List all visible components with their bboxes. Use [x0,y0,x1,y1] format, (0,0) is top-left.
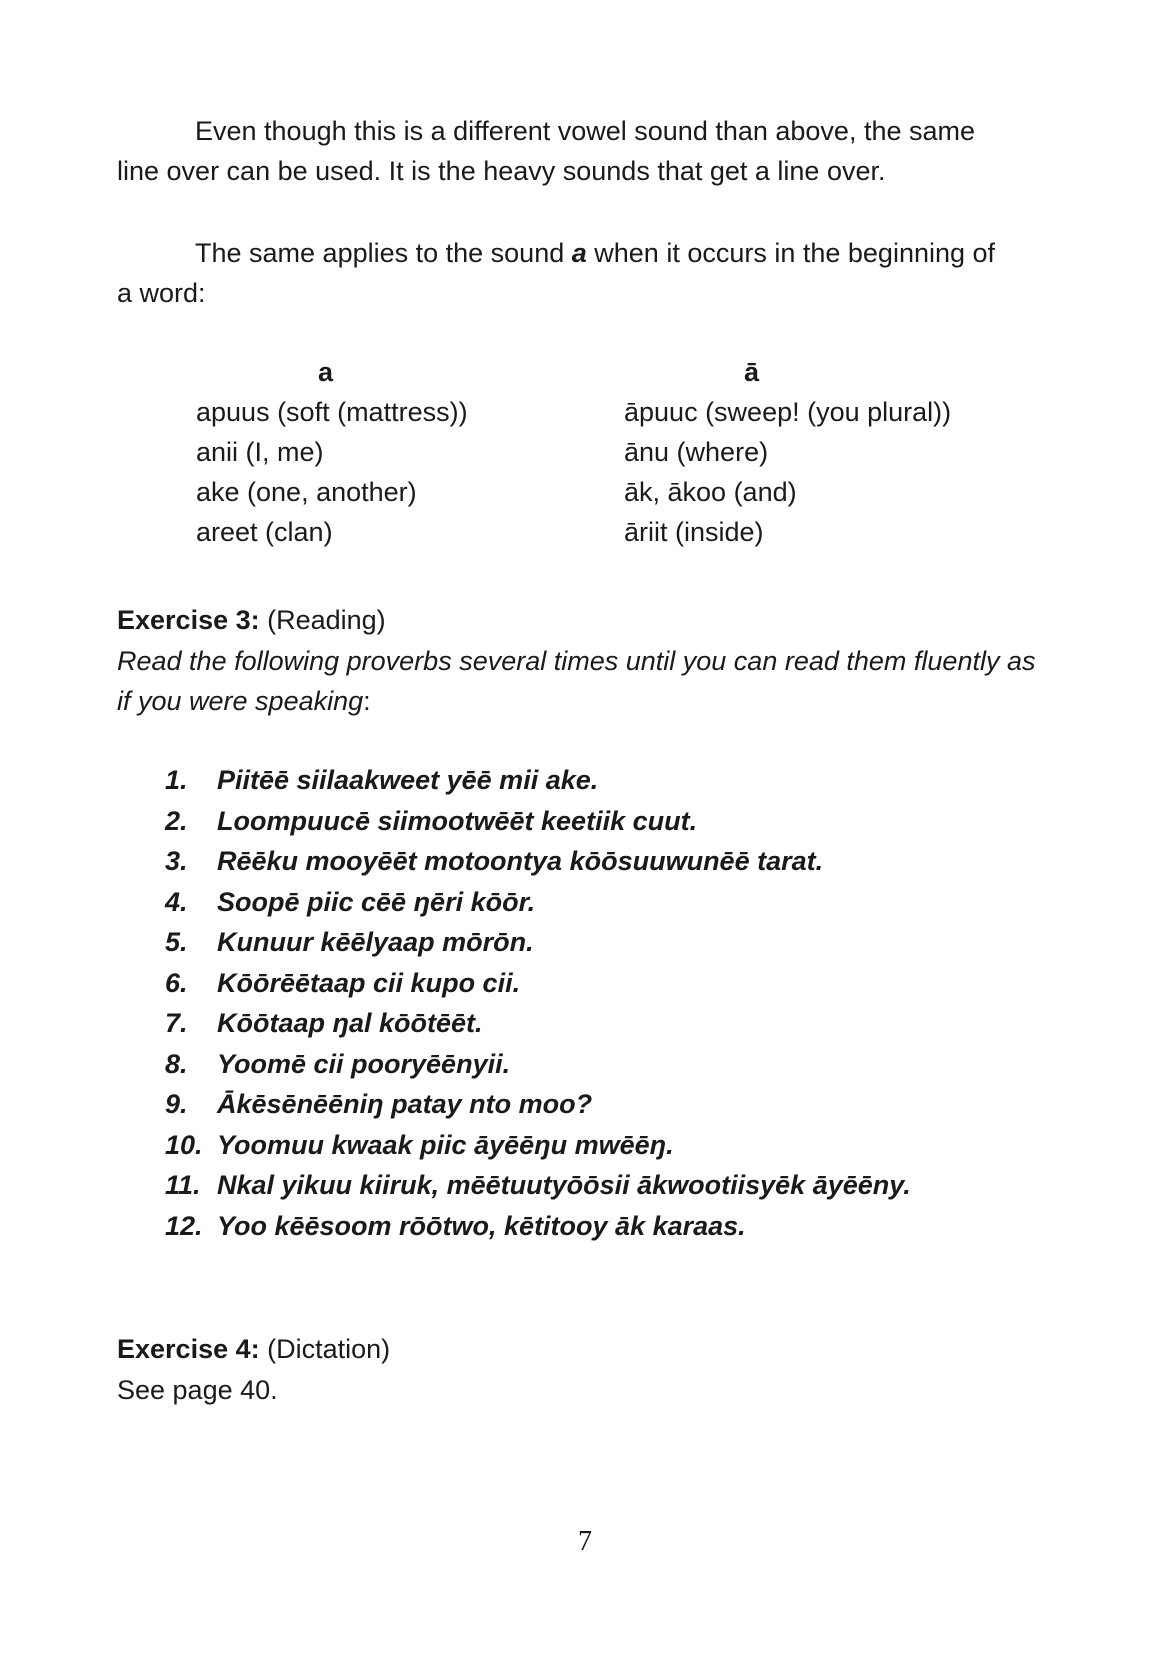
long-a-word: ānu (where) [624,437,769,467]
proverb-text: Yoomuu kwaak piic āyēēŋu mwēēŋ. [217,1129,674,1160]
proverb-text: Yoo kēēsoom rōōtwo, kētitooy āk karaas. [217,1210,746,1241]
proverb-text: Nkal yikuu kiiruk, mēētuutyōōsii ākwootiisyēk āyēēny. [217,1170,911,1200]
long-a-word: āpuuc (sweep! (you plural)) [624,397,952,427]
proverb-item [165,1125,911,1166]
short-a-column [196,352,616,552]
proverb-text: Kōōtaap ŋal kōōtēēt. [217,1008,483,1038]
long-a-header: ā [744,357,760,387]
proverb-item [165,1206,911,1247]
short-a-word: anii (I, me) [196,437,324,467]
proverb-number: 3. [165,846,188,876]
proverb-item [165,922,911,963]
proverb-number: 11. [165,1170,201,1200]
proverb-number: 8. [165,1048,188,1079]
proverb-item [165,801,911,842]
long-a-word: āriit (inside) [624,517,764,547]
exercise-3-instruction [117,641,1037,721]
exercise-3-heading [117,600,386,640]
paragraph-2-rest: when it occurs in the beginning of a word: [117,238,996,308]
proverb-number: 4. [165,886,188,917]
proverb-item [165,1044,911,1085]
exercise-3-label: Exercise 3: [117,605,260,635]
proverb-item [165,1084,911,1125]
proverb-item [165,1003,911,1044]
exercise-4-note: See page 40. [117,1375,278,1405]
proverb-text: Rēēku mooyēēt motoontya kōōsuuwunēē tarat. [217,846,824,876]
proverb-text: Soopē piic cēē ŋēri kōōr. [217,886,536,917]
short-a-word: apuus (soft (mattress)) [196,397,468,427]
proverb-item [165,963,911,1004]
proverb-number: 2. [165,805,188,836]
page-number: 7 [578,1526,592,1557]
short-a-word: ake (one, another) [196,477,417,507]
short-a-header: a [318,357,334,387]
intro-paragraph-2 [117,233,1017,313]
long-a-word: āk, ākoo (and) [624,477,797,507]
exercise-3-type: (Reading) [259,605,386,635]
emphasized-letter-a: a [571,238,587,268]
short-a-word: areet (clan) [196,517,333,547]
paragraph-2-lead: The same applies to the sound [195,238,572,268]
proverb-number: 5. [165,927,188,957]
exercise-4-label: Exercise 4: [117,1334,260,1364]
proverb-item [165,760,911,801]
proverb-item [165,841,911,882]
proverb-number: 7. [165,1008,188,1038]
exercise-4-type: (Dictation) [259,1334,391,1364]
proverb-item [165,1165,911,1206]
long-a-column [624,352,1064,552]
intro-paragraph-1: Even though this is a different vowel sound than above, the same line over can be used. It is the heavy sounds that get a line over. [117,116,976,186]
proverb-number: 6. [165,967,188,998]
proverb-text: Piitēē siilaakweet yēē mii ake. [217,765,599,795]
exercise-4-heading [117,1329,390,1369]
proverb-list [165,760,911,1246]
proverb-number: 1. [165,765,188,795]
exercise-3-instruction-colon: : [363,686,371,716]
proverb-number: 9. [165,1089,188,1119]
proverb-text: Ākēsēnēēniŋ patay nto moo? [217,1089,593,1119]
proverb-text: Kunuur kēēlyaap mōrōn. [217,927,534,957]
proverb-text: Loompuucē siimootwēēt keetiik cuut. [217,805,698,836]
exercise-3-instruction-text: Read the following proverbs several times until you can read them fluently as if you were speaking [117,646,1036,716]
proverb-number: 10. [165,1129,203,1160]
proverb-text: Kōōrēētaap cii kupo cii. [217,967,521,998]
proverb-text: Yoomē cii pooryēēnyii. [217,1048,511,1079]
proverb-number: 12. [165,1210,203,1241]
proverb-item [165,882,911,923]
